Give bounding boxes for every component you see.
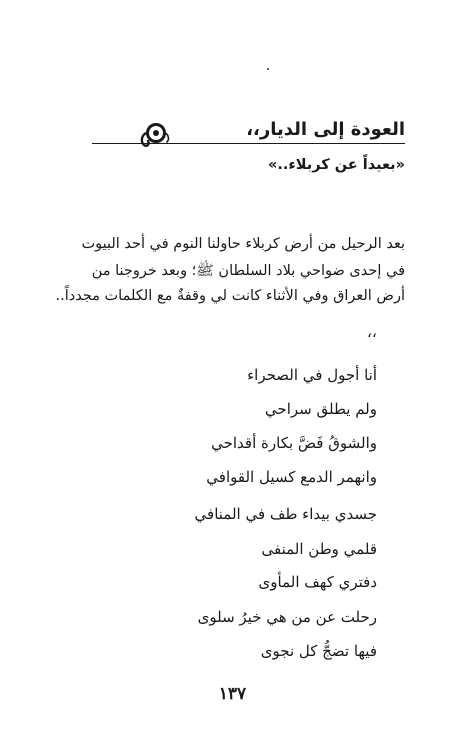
intro-line-2: في إحدى ضواحي بلاد السلطان ﷺ؛ وبعد خروجنا من xyxy=(91,263,405,279)
verse-line-2: ولم يطلق سراحي xyxy=(264,400,377,418)
opening-quote-mark: ‘‘ xyxy=(366,330,377,349)
intro-line-3: أرض العراق وفي الأثناء كانت لي وقفةٌ مع الكلمات مجدداً.. xyxy=(55,288,405,304)
flourish-ornament-icon xyxy=(134,121,174,151)
verse-line-6: قلمي وطن المنفى xyxy=(261,540,377,558)
verse-line-5: جسدي بيداء طف في المنافي xyxy=(194,505,377,523)
verse-line-3: والشوقُ فَضَّ بكارة أقداحي xyxy=(211,434,377,452)
verse-line-1: أنا أجول في الصحراء xyxy=(247,366,377,384)
stray-dot xyxy=(267,68,269,70)
chapter-subtitle: «بعيداً عن كربلاء..» xyxy=(267,157,405,173)
verse-line-4: وانهمر الدمع كسيل القوافي xyxy=(206,468,377,486)
intro-line-1: بعد الرحيل من أرض كربلاء حاولنا النوم في أحد البيوت xyxy=(81,236,405,252)
page-number: ١٣٧ xyxy=(218,684,247,704)
verse-line-7: دفتري كهف المأوى xyxy=(258,573,377,591)
verse-line-8: رحلت عن من هي خيرُ سلوى xyxy=(197,608,377,626)
chapter-title: العودة إلى الديار،، xyxy=(246,119,405,140)
verse-line-9: فيها تضجُّ كل نجوى xyxy=(260,642,377,660)
